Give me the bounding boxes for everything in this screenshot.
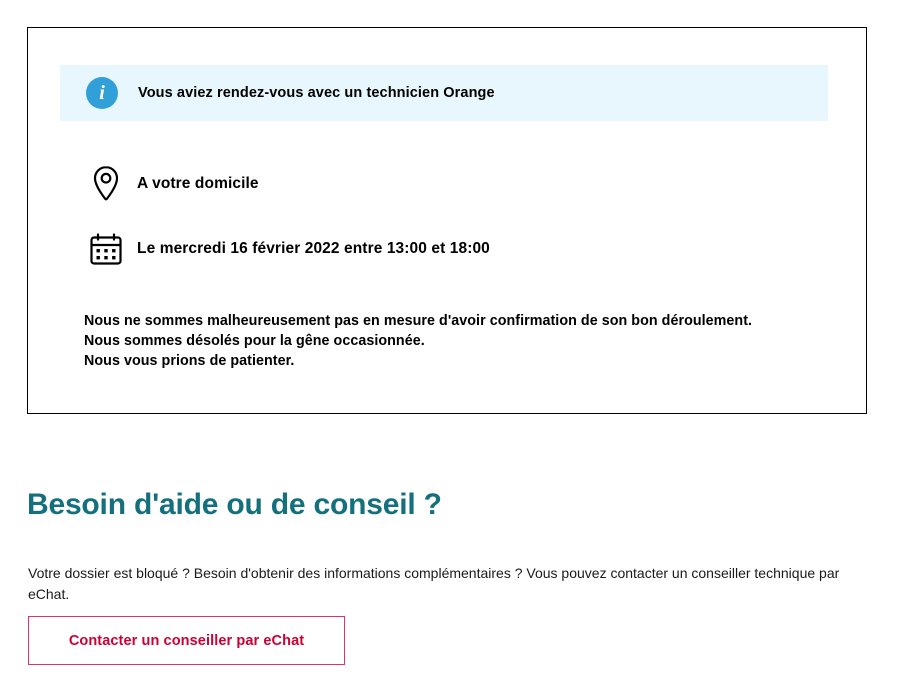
appointment-location-label: A votre domicile <box>137 175 259 192</box>
contact-advisor-echat-button[interactable]: Contacter un conseiller par eChat <box>28 616 345 665</box>
appointment-message-line-2: Nous sommes désolés pour la gêne occasionnée. <box>84 333 425 349</box>
help-section-text: Votre dossier est bloqué ? Besoin d'obtenir des informations complémentaires ? Vous pouvez contacter un conseiller technique par eChat. <box>28 565 840 602</box>
info-banner-label: Vous aviez rendez-vous avec un technicien Orange <box>138 85 495 101</box>
map-pin-icon <box>83 161 129 207</box>
appointment-datetime-label: Le mercredi 16 février 2022 entre 13:00 et 18:00 <box>137 240 490 257</box>
help-section-title: Besoin d'aide ou de conseil ? <box>27 487 442 521</box>
info-banner <box>60 65 828 121</box>
calendar-icon <box>83 226 129 272</box>
appointment-datetime-row <box>83 226 490 272</box>
info-icon: i <box>86 77 118 109</box>
appointment-message-line-1: Nous ne sommes malheureusement pas en mesure d'avoir confirmation de son bon déroulement. <box>84 313 753 329</box>
appointment-message-line-3: Nous vous prions de patienter. <box>84 353 295 369</box>
appointment-message <box>84 311 784 371</box>
appointment-card <box>27 27 867 414</box>
appointment-location-row <box>83 161 259 207</box>
